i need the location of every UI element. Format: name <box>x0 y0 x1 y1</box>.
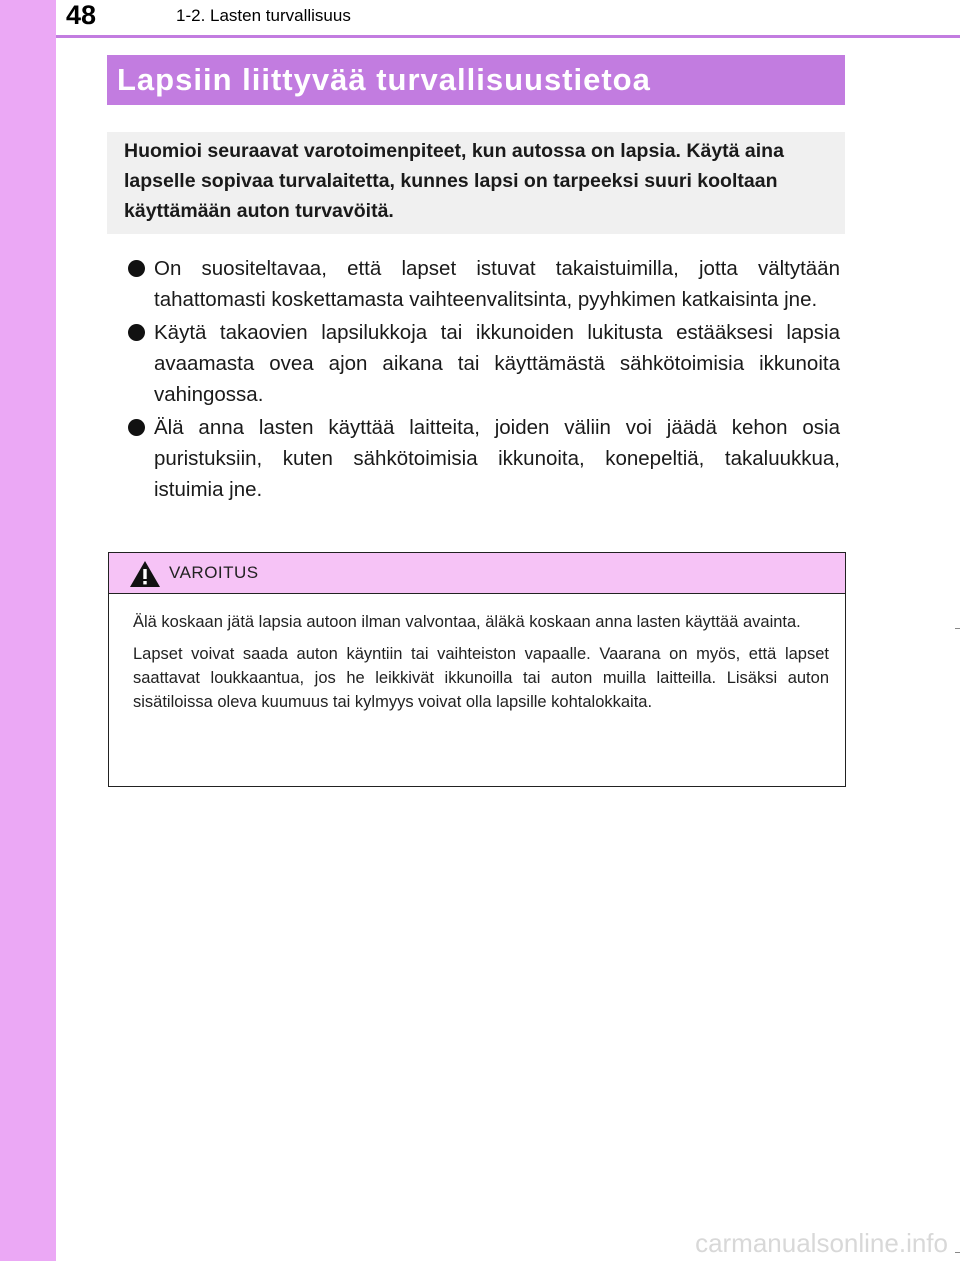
list-item <box>126 412 840 505</box>
intro-box <box>107 132 845 234</box>
warning-box <box>108 552 846 787</box>
crop-mark <box>955 1252 960 1253</box>
header-divider <box>56 35 960 38</box>
section-title-banner <box>107 55 845 105</box>
section-title: Lapsiin liittyvää turvallisuustietoa <box>117 62 651 97</box>
list-item <box>126 253 840 315</box>
bullet-icon <box>128 260 145 277</box>
side-color-strip <box>0 0 56 1261</box>
bullet-text: Älä anna lasten käyttää laitteita, joiden väliin voi jäädä kehon osia puristuksiin, kuten sähkötoimisia ikkunoita, konepeltiä, takaluukkua, istuimia jne. <box>154 416 840 501</box>
warning-triangle-icon <box>129 560 161 588</box>
list-item <box>126 317 840 410</box>
bullet-icon <box>128 419 145 436</box>
warning-header <box>109 553 845 594</box>
section-breadcrumb: 1-2. Lasten turvallisuus <box>176 6 351 25</box>
bullet-list <box>126 253 840 507</box>
warning-label: VAROITUS <box>169 563 259 582</box>
page-number: 48 <box>66 0 97 30</box>
watermark: carmanualsonline.info <box>695 1228 948 1258</box>
bullet-text: Käytä takaovien lapsilukkoja tai ikkunoiden lukitusta estääksesi lapsia avaamasta ovea ajon aikana tai käyttämästä sähkötoimisia ikkunoita vahingossa. <box>154 321 840 406</box>
warning-paragraph: Lapset voivat saada auton käyntiin tai vaihteiston vapaalle. Vaarana on myös, että lapset saattavat loukkaantua, jos he leikkivät ikkunoilla tai auton muilla laitteilla. Lisäksi auton sisätiloissa oleva kuumuus tai kylmyys voivat olla lapsille kohtalokkaita. <box>133 645 829 711</box>
crop-mark <box>955 628 960 629</box>
bullet-icon <box>128 324 145 341</box>
intro-text: Huomioi seuraavat varotoimenpiteet, kun autossa on lapsia. Käytä aina lapselle sopivaa turvalaitetta, kunnes lapsi on tarpeeksi suuri kooltaan käyttämään auton turvavöitä. <box>124 140 784 222</box>
bullet-text: On suositeltavaa, että lapset istuvat takaistuimilla, jotta vältytään tahattomasti koskettamasta vaihteenvalitsinta, pyyhkimen katkaisinta jne. <box>154 257 840 311</box>
warning-body <box>133 610 829 722</box>
warning-paragraph: Älä koskaan jätä lapsia autoon ilman valvontaa, äläkä koskaan anna lasten käyttää avainta. <box>133 613 801 631</box>
